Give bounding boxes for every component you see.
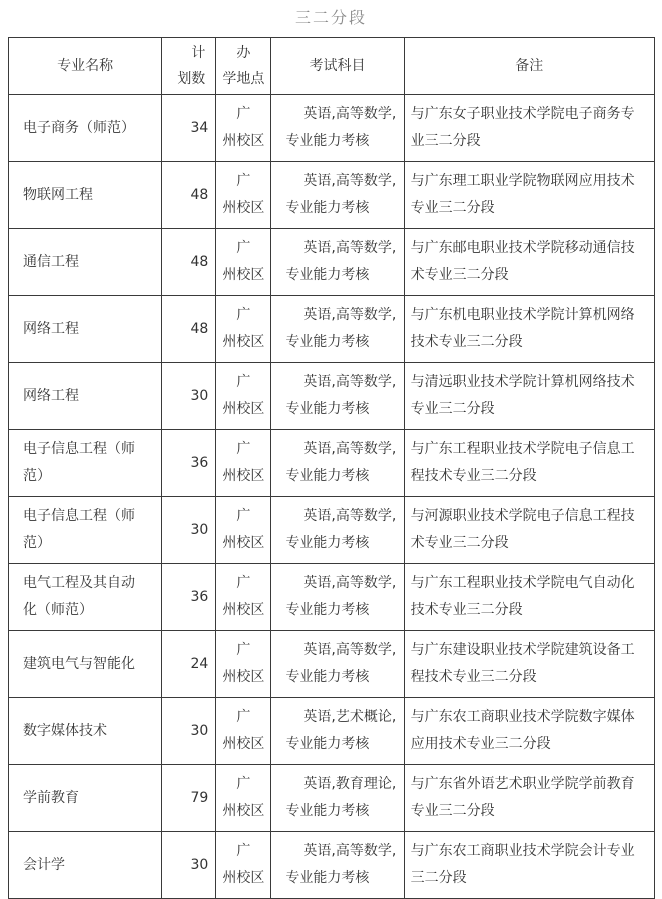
header-plan-count: [162, 38, 216, 95]
exam-subjects-line2: 专业能力考核: [285, 267, 370, 283]
plan-count-cell: [162, 497, 216, 564]
plan-count-cell: [162, 564, 216, 631]
location-line1: 广: [236, 843, 251, 859]
exam-subjects-line2: 专业能力考核: [285, 736, 370, 752]
major-name: 电子商务（师范）: [23, 119, 135, 136]
major-name-cell: [9, 631, 162, 698]
major-name: 通信工程: [23, 253, 79, 270]
location-line2: 州校区: [222, 602, 265, 618]
exam-subjects-line2: 专业能力考核: [285, 870, 370, 886]
major-name-cell: [9, 564, 162, 631]
plan-count-cell: [162, 296, 216, 363]
location-cell: [216, 564, 271, 631]
location-cell: [216, 497, 271, 564]
location-cell: [216, 95, 271, 162]
plan-count: 36: [190, 588, 209, 605]
exam-subjects-line2: 专业能力考核: [285, 535, 370, 551]
major-name-cell: [9, 832, 162, 899]
major-name: 网络工程: [23, 387, 79, 404]
note-text: 与广东理工职业学院物联网应用技术专业三二分段: [410, 173, 635, 216]
location-line2: 州校区: [222, 669, 265, 685]
table-row: [9, 564, 655, 631]
plan-count-cell: [162, 229, 216, 296]
location-line2: 州校区: [222, 736, 265, 752]
exam-subjects-line2: 专业能力考核: [285, 803, 370, 819]
header-plan-line1: 计: [191, 45, 206, 61]
note-text: 与广东邮电职业技术学院移动通信技术专业三二分段: [410, 240, 635, 283]
location-line1: 广: [236, 374, 251, 390]
table-row: [9, 162, 655, 229]
exam-subjects-line1: 英语,高等数学,: [303, 173, 397, 189]
plan-count-cell: [162, 698, 216, 765]
location-cell: [216, 363, 271, 430]
plan-count-cell: [162, 832, 216, 899]
note-cell: [404, 229, 654, 296]
exam-subjects-line2: 专业能力考核: [285, 334, 370, 350]
location-line2: 州校区: [222, 133, 265, 149]
plan-count: 79: [190, 789, 209, 806]
note-text: 与广东工程职业技术学院电气自动化技术专业三二分段: [410, 575, 635, 618]
location-line2: 州校区: [222, 535, 265, 551]
header-exam-subjects: 考试科目: [271, 38, 404, 95]
location-line2: 州校区: [222, 468, 265, 484]
plan-count: 48: [190, 253, 209, 270]
location-line1: 广: [236, 575, 251, 591]
note-cell: [404, 631, 654, 698]
location-line1: 广: [236, 508, 251, 524]
major-name: 学前教育: [23, 789, 79, 806]
exam-subjects-cell: [271, 363, 404, 430]
major-name-cell: [9, 497, 162, 564]
location-cell: [216, 832, 271, 899]
location-line1: 广: [236, 776, 251, 792]
location-line1: 广: [236, 173, 251, 189]
note-cell: [404, 430, 654, 497]
exam-subjects-line1: 英语,高等数学,: [303, 106, 397, 122]
exam-subjects-line2: 专业能力考核: [285, 133, 370, 149]
exam-subjects-cell: [271, 832, 404, 899]
exam-subjects-line2: 专业能力考核: [285, 401, 370, 417]
location-cell: [216, 162, 271, 229]
page-title: 三二分段: [294, 8, 367, 27]
major-name-cell: [9, 363, 162, 430]
note-cell: [404, 363, 654, 430]
plan-count: 48: [190, 320, 209, 337]
location-cell: [216, 631, 271, 698]
table-row: [9, 363, 655, 430]
plan-count: 30: [190, 856, 209, 873]
table-row: [9, 631, 655, 698]
major-name-cell: [9, 95, 162, 162]
note-cell: [404, 832, 654, 899]
location-line2: 州校区: [222, 803, 265, 819]
exam-subjects-line1: 英语,高等数学,: [303, 441, 397, 457]
exam-subjects-cell: [271, 95, 404, 162]
location-line1: 广: [236, 240, 251, 256]
header-location: [216, 38, 271, 95]
exam-subjects-cell: [271, 497, 404, 564]
plan-count: 30: [190, 521, 209, 538]
exam-subjects-cell: [271, 430, 404, 497]
plan-count: 30: [190, 722, 209, 739]
note-cell: [404, 765, 654, 832]
major-name-cell: [9, 698, 162, 765]
note-cell: [404, 497, 654, 564]
exam-subjects-line2: 专业能力考核: [285, 200, 370, 216]
header-major-name: 专业名称: [9, 38, 162, 95]
table-header-row: [9, 38, 655, 95]
plan-count: 36: [190, 454, 209, 471]
exam-subjects-line2: 专业能力考核: [285, 669, 370, 685]
exam-subjects-line1: 英语,艺术概论,: [303, 709, 397, 725]
plan-count: 34: [190, 119, 209, 136]
location-cell: [216, 430, 271, 497]
majors-table: [8, 37, 655, 899]
exam-subjects-cell: [271, 765, 404, 832]
header-location-line1: 办: [236, 45, 251, 61]
plan-count: 24: [190, 655, 209, 672]
table-row: [9, 698, 655, 765]
major-name: 数字媒体技术: [23, 722, 107, 739]
exam-subjects-line1: 英语,高等数学,: [303, 374, 397, 390]
location-cell: [216, 698, 271, 765]
exam-subjects-line1: 英语,高等数学,: [303, 843, 397, 859]
note-text: 与广东工程职业技术学院电子信息工程技术专业三二分段: [410, 441, 635, 484]
exam-subjects-line1: 英语,高等数学,: [303, 508, 397, 524]
plan-count: 48: [190, 186, 209, 203]
location-line2: 州校区: [222, 334, 265, 350]
note-text: 与广东女子职业技术学院电子商务专业三二分段: [410, 106, 635, 149]
major-name-cell: [9, 765, 162, 832]
plan-count-cell: [162, 631, 216, 698]
note-text: 与广东省外语艺术职业学院学前教育专业三二分段: [410, 776, 635, 819]
table-body: [9, 95, 655, 899]
plan-count-cell: [162, 765, 216, 832]
location-cell: [216, 296, 271, 363]
exam-subjects-cell: [271, 162, 404, 229]
location-cell: [216, 229, 271, 296]
exam-subjects-cell: [271, 698, 404, 765]
location-line2: 州校区: [222, 267, 265, 283]
location-cell: [216, 765, 271, 832]
location-line1: 广: [236, 441, 251, 457]
major-name: 物联网工程: [23, 186, 93, 203]
note-text: 与广东农工商职业技术学院会计专业三二分段: [410, 843, 635, 886]
major-name: 建筑电气与智能化: [23, 655, 135, 672]
note-cell: [404, 162, 654, 229]
major-name: 电气工程及其自动化（师范）: [23, 575, 135, 618]
exam-subjects-line1: 英语,高等数学,: [303, 575, 397, 591]
plan-count: 30: [190, 387, 209, 404]
header-plan-line2: 划数: [177, 71, 206, 87]
note-cell: [404, 698, 654, 765]
note-cell: [404, 95, 654, 162]
exam-subjects-line1: 英语,高等数学,: [303, 307, 397, 323]
location-line2: 州校区: [222, 401, 265, 417]
major-name: 会计学: [23, 856, 65, 873]
major-name-cell: [9, 296, 162, 363]
note-text: 与广东农工商职业技术学院数字媒体应用技术专业三二分段: [410, 709, 635, 752]
header-note: 备注: [404, 38, 654, 95]
major-name: 电子信息工程（师范）: [23, 508, 135, 551]
major-name-cell: [9, 430, 162, 497]
plan-count-cell: [162, 162, 216, 229]
exam-subjects-line1: 英语,高等数学,: [303, 642, 397, 658]
exam-subjects-line1: 英语,教育理论,: [303, 776, 397, 792]
location-line1: 广: [236, 709, 251, 725]
plan-count-cell: [162, 430, 216, 497]
table-row: [9, 765, 655, 832]
location-line2: 州校区: [222, 200, 265, 216]
location-line1: 广: [236, 307, 251, 323]
exam-subjects-line1: 英语,高等数学,: [303, 240, 397, 256]
table-row: [9, 95, 655, 162]
major-name: 网络工程: [23, 320, 79, 337]
plan-count-cell: [162, 363, 216, 430]
major-name-cell: [9, 229, 162, 296]
exam-subjects-cell: [271, 296, 404, 363]
note-text: 与广东机电职业技术学院计算机网络技术专业三二分段: [410, 307, 635, 350]
plan-count-cell: [162, 95, 216, 162]
location-line1: 广: [236, 106, 251, 122]
exam-subjects-cell: [271, 631, 404, 698]
exam-subjects-cell: [271, 229, 404, 296]
note-text: 与河源职业技术学院电子信息工程技术专业三二分段: [410, 508, 635, 551]
exam-subjects-line2: 专业能力考核: [285, 468, 370, 484]
table-row: [9, 497, 655, 564]
location-line1: 广: [236, 642, 251, 658]
table-row: [9, 229, 655, 296]
header-location-line2: 学地点: [222, 71, 265, 87]
exam-subjects-line2: 专业能力考核: [285, 602, 370, 618]
note-cell: [404, 296, 654, 363]
note-cell: [404, 564, 654, 631]
note-text: 与广东建设职业技术学院建筑设备工程技术专业三二分段: [410, 642, 635, 685]
note-text: 与清远职业技术学院计算机网络技术专业三二分段: [410, 374, 635, 417]
table-row: [9, 296, 655, 363]
major-name-cell: [9, 162, 162, 229]
table-row: [9, 430, 655, 497]
location-line2: 州校区: [222, 870, 265, 886]
exam-subjects-cell: [271, 564, 404, 631]
major-name: 电子信息工程（师范）: [23, 441, 135, 484]
table-row: [9, 832, 655, 899]
